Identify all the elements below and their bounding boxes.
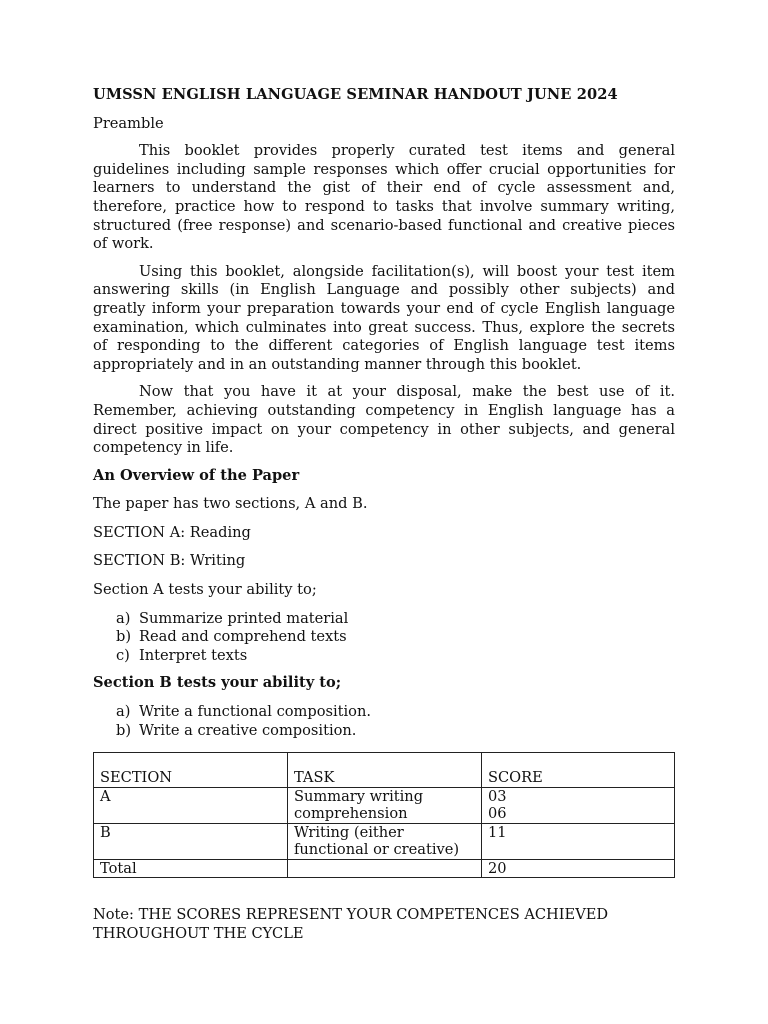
paragraph-1: This booklet provides properly curated test items and general guidelines including sample responses which offer crucial opportunities for learners to understand the gist of their end of cycle assessment and, therefore, practice how to respond to tasks that involve summary writing, structured (free response) and scenario-based functional and creative pieces of work. <box>93 142 675 253</box>
list-marker: a) <box>116 609 131 627</box>
document-body <box>93 86 675 943</box>
note-line: THROUGHOUT THE CYCLE <box>93 924 304 942</box>
note <box>93 906 675 943</box>
list-item-text: Write a functional composition. <box>139 703 372 721</box>
cell-score-line: 11 <box>488 823 507 841</box>
cell-score: 20 <box>482 859 675 878</box>
document-title: UMSSN ENGLISH LANGUAGE SEMINAR HANDOUT JUNE 2024 <box>93 86 618 103</box>
cell-task <box>288 787 482 823</box>
cell-task-line: comprehension <box>294 805 408 823</box>
list-item-text: Write a creative composition. <box>139 721 357 739</box>
cell-task <box>288 859 482 878</box>
list-marker: c) <box>116 646 130 664</box>
cell-score-line: 03 <box>488 787 507 805</box>
cell-task-line: functional or creative) <box>294 841 460 859</box>
preamble-heading: Preamble <box>93 114 164 132</box>
table-header-row <box>94 753 675 788</box>
list-item <box>93 610 675 629</box>
cell-score <box>482 787 675 823</box>
overview-heading: An Overview of the Paper <box>93 466 300 484</box>
cell-task <box>288 823 482 859</box>
section-b-tests-heading: Section B tests your ability to; <box>93 674 342 692</box>
list-item-text: Interpret texts <box>139 646 248 664</box>
cell-section: B <box>94 823 288 859</box>
section-a-list <box>93 610 675 666</box>
table-row-total <box>94 859 675 878</box>
note-line: Note: THE SCORES REPRESENT YOUR COMPETENCES ACHIEVED <box>93 906 609 924</box>
cell-section: Total <box>94 859 288 878</box>
header-section: SECTION <box>94 753 288 788</box>
list-item-text: Read and comprehend texts <box>139 628 347 646</box>
cell-section: A <box>94 787 288 823</box>
paragraph-3: Now that you have it at your disposal, make the best use of it. Remember, achieving outstanding competency in English language has a direct positive impact on your competency in other subjects, and general competency in life. <box>93 383 675 457</box>
section-a-tests-heading: Section A tests your ability to; <box>93 581 317 599</box>
list-marker: a) <box>116 703 131 721</box>
section-b-list <box>93 703 675 740</box>
cell-score <box>482 823 675 859</box>
list-marker: b) <box>116 628 132 646</box>
list-item-text: Summarize printed material <box>139 609 349 627</box>
overview-intro: The paper has two sections, A and B. <box>93 495 368 513</box>
paragraph-2: Using this booklet, alongside facilitation(s), will boost your test item answering skills (in English Language and possibly other subjects) and greatly inform your preparation towards your end of cycle English language examination, which culminates into great success. Thus, explore the secrets of responding to the different categories of English language test items appropriately and in an outstanding manner through this booklet. <box>93 262 675 373</box>
table-row <box>94 823 675 859</box>
table-row <box>94 787 675 823</box>
list-item <box>93 703 675 722</box>
section-b-line: SECTION B: Writing <box>93 552 246 570</box>
list-item <box>93 647 675 666</box>
score-table <box>93 752 675 878</box>
header-task: TASK <box>288 753 482 788</box>
cell-task-line: Writing (either <box>294 823 404 841</box>
cell-task-line: Summary writing <box>294 787 424 805</box>
section-a-line: SECTION A: Reading <box>93 523 251 541</box>
header-score: SCORE <box>482 753 675 788</box>
list-marker: b) <box>116 721 132 739</box>
list-item <box>93 722 675 741</box>
cell-score-line: 06 <box>488 805 507 823</box>
list-item <box>93 628 675 647</box>
